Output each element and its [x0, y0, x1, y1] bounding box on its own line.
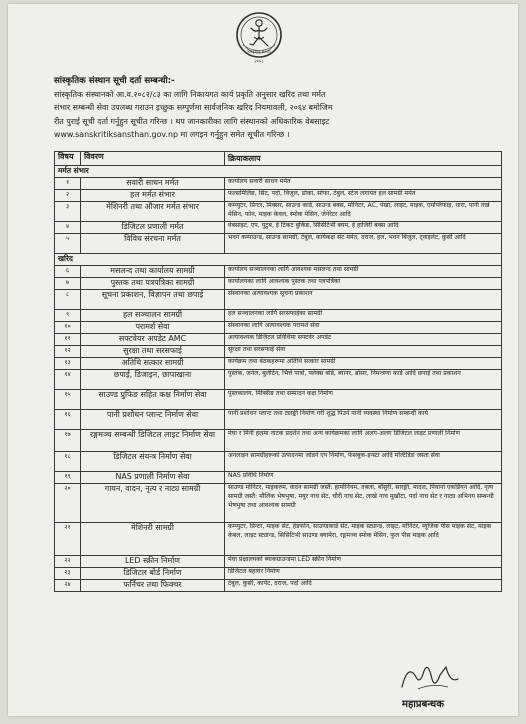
item-name: पानी प्रशोधन प्लान्ट निर्माण सेवा: [81, 410, 225, 430]
signatory-title: महाप्रबन्धक: [402, 699, 444, 710]
item-activity: भवन कम्पाउन्ड, साउन्ड सामग्री, टेबुल, कार्यकक्ष सेट मर्मत, दराज, हल, भवन बिजुल, ट्वाइलेट, कुर्सी आदि: [225, 234, 502, 254]
item-activity: कम्प्युटर, प्रिन्टर, माइक सेट, हेडफोन, साउण्डकार्ड सेट, माइक स्ट्यान्ड, लाइट, मोनिटर, म्यूजिक पीस माइक सेट, माइक केबल, लाइट स्ट्यान्ड, सिसिटिभी साउण्ड क्यामेरा, रङ्गमञ्च स्मोक मेसिन, फुल पीस माइक आदि: [225, 523, 502, 556]
row-number: ८: [55, 290, 81, 310]
item-name: हल मर्मत संभार: [81, 190, 225, 202]
table-row: [55, 358, 502, 370]
row-number: २०: [55, 484, 81, 523]
item-activity: डिजिटल बहाघर निर्माण: [225, 568, 502, 580]
item-activity: सुरक्षा तथा सरसफाई सेवा: [225, 346, 502, 358]
item-name: साउण्ड प्रुफिङ सहित कक्ष निर्माण सेवा: [81, 390, 225, 410]
notice-subject: सांस्कृतिक संस्थान सूची दर्ता सम्बन्धी:-: [54, 76, 175, 86]
table-row: [55, 202, 502, 222]
row-number: ७: [55, 278, 81, 290]
item-activity: पानी प्रशोधन प्लान्ट तथा ट्याङ्की निर्माण गरी शुद्ध पिउने पानी व्यवस्था निर्माण सम्बन्धी कार्य: [225, 410, 502, 430]
item-name: पुस्तक तथा पत्रपत्रिका सामग्री: [81, 278, 225, 290]
procurement-table: [54, 151, 502, 592]
item-activity: हल सञ्चालनका लागि सरसफाईका सामग्री: [225, 310, 502, 322]
table-row: [55, 452, 502, 472]
item-name: फर्निचर तथा फिक्चर: [81, 580, 225, 592]
seal-emblem-icon: [234, 10, 284, 64]
table-row: [55, 523, 502, 556]
item-name: मेशिनरी सामग्री: [81, 523, 225, 556]
item-name: सूचना प्रकाशन, विज्ञापन तथा छपाई: [81, 290, 225, 310]
item-activity: पुस्तक, जर्नल, बुलेटिन, भित्ते पात्रो, फ्लेक्स बोर्ड, ब्यानर, ब्रोसर, निमन्त्रणा कार्ड आदि छपाई तथा प्रकाशन: [225, 370, 502, 390]
row-number: २: [55, 190, 81, 202]
item-name: छपाई, डिजाइन, छापाखाना: [81, 370, 225, 390]
header-subject: विषय: [55, 152, 81, 166]
item-activity: कम्प्युटर, प्रिन्टर, मिक्सर, साउन्ड कार्ड, साउन्ड बक्स, मोनिटर, AC, पंखा, लाइट, माइक, एमप्लिफाइ, धारा, पानी तान्ने मेसिन, फोन, माइक केवल, स्मोक मेसिन, जेनेरेटर आदि: [225, 202, 502, 222]
item-activity: कार्यालय सवारी साधन मर्मत: [225, 178, 502, 190]
table-row: [55, 234, 502, 254]
table-row: [55, 190, 502, 202]
notice-letter: [54, 75, 498, 142]
item-name: LED स्क्रीन निर्माण: [81, 556, 225, 568]
item-name: मसलन्द तथा कार्यालय सामग्री: [81, 266, 225, 278]
signature-scribble-icon: [388, 657, 468, 697]
item-name: परामर्श सेवा: [81, 322, 225, 334]
table-row: [55, 334, 502, 346]
item-activity: पुस्तकालय, मिक्सिङ तथा सम्मादन कक्ष निर्माण: [225, 390, 502, 410]
table-header-row: [55, 152, 502, 166]
table-row: [55, 278, 502, 290]
header-description: विवरण: [81, 152, 225, 166]
item-name: सवारी साधन मर्मत: [81, 178, 225, 190]
table-row: [55, 178, 502, 190]
item-activity: फल्समिलिङ, सिट, पर्दा, विजुल, ढोका, सोफा, टेबुल, स्टेज लगायत हल सामग्री मर्मत: [225, 190, 502, 202]
table-row: [55, 370, 502, 390]
item-activity: मेघा र मिनी हलमा नाटक प्रदर्शन तथा अन्य कार्यक्रमका लागि अलग-अलग डिजिटल लाइट प्रणाली निर्माण: [225, 430, 502, 452]
section-title: खरिद: [55, 254, 502, 266]
item-name: गायन, वादन, नृत्य र नाट्य सामग्री: [81, 484, 225, 523]
row-number: १३: [55, 358, 81, 370]
item-name: डिजिटल प्रणाली मर्मत: [81, 222, 225, 234]
item-activity: अत्यावश्यक डिजिटल प्रविधिमा सफ्टवेर अपडेट: [225, 334, 502, 346]
item-name: मेशिनरी तथा औजार मर्मत संभार: [81, 202, 225, 222]
row-number: ५: [55, 234, 81, 254]
row-number: १४: [55, 370, 81, 390]
row-number: १७: [55, 430, 81, 452]
svg-text:२०५८: २०५८: [254, 59, 264, 64]
table-row: [55, 580, 502, 592]
row-number: १९: [55, 472, 81, 484]
table-row: [55, 390, 502, 410]
table-row: [55, 346, 502, 358]
row-number: २२: [55, 556, 81, 568]
item-activity: अनलाइन सामग्रीहरूको उत्पादनमा जोडने एप निर्माण, फेसबुक-इन्स्टा आदि मल्टिडिङ जस्ता सेवा: [225, 452, 502, 472]
row-number: १८: [55, 452, 81, 472]
item-activity: टेबुल, कुर्सी, कार्पेट, दराज, पर्दा आदि: [225, 580, 502, 592]
item-activity: मेघा प्रेक्षालयको ब्याकग्राउन्डमा LED स्क्रीन निर्माण: [225, 556, 502, 568]
notice-line: रीत पुराई सूची दर्ता गर्नुहुन सूचीत गरिन्छ । थप जानकारीका लागि संस्थानको अधिकारिक वेबसाइट: [54, 116, 330, 126]
item-name: सफ्टवेयर अपडेट AMC: [81, 334, 225, 346]
row-number: २१: [55, 523, 81, 556]
institution-seal: [234, 10, 284, 64]
row-number: १०: [55, 322, 81, 334]
item-activity: कार्यालय सञ्चालनका लागि आवश्यक मसलन्द तथा सामग्री: [225, 266, 502, 278]
table-row: [55, 472, 502, 484]
table-row: [55, 266, 502, 278]
row-number: ११: [55, 334, 81, 346]
item-name: रङ्गमञ्च सम्बन्धी डिजिटल लाइट निर्माण सेवा: [81, 430, 225, 452]
item-activity: साउण्ड मोनिटर, माइकरुम, वादन सामग्री जस्तै: हार्मोनियम, तबला, बाँसुरी, सारङ्गी, मादल, पियानो एकर्डियन आदि, नृत्य सामग्री जस्तै: मौलिक भेषभुषा, मयुर नाच सेट, चौरी नाच सेट, लाखे नाच मुखौटा, पर्दा नाच सेट र नाट्य अभिनय सम्बन्धी भेषभुषा तथा आवश्यक सामग्री: [225, 484, 502, 523]
header-activity: क्रियाकलाप: [225, 152, 502, 166]
row-number: ४: [55, 222, 81, 234]
row-number: २४: [55, 580, 81, 592]
item-name: NAS प्रणाली निर्माण सेवा: [81, 472, 225, 484]
row-number: ६: [55, 266, 81, 278]
svg-text:सांस्कृतिक संस्थान: सांस्कृतिक संस्थान: [247, 50, 271, 54]
row-number: १: [55, 178, 81, 190]
item-activity: कार्यालयका लागि आवश्यक पुस्तक तथा पत्रपत्रिका: [225, 278, 502, 290]
notice-line: www.sanskritiksansthan.gov.np मा लगइन गर्नुहुन समेत सूचीत गरिन्छ ।: [54, 130, 290, 140]
item-activity: संस्थानका अत्यावश्यक सूचना प्रकाशन: [225, 290, 502, 310]
item-activity: कार्यक्रम तथा बेठकहरूमा अतिथि सत्कार सामग्री: [225, 358, 502, 370]
item-name: डिजिटल बोर्ड निर्माण: [81, 568, 225, 580]
table-row: [55, 568, 502, 580]
table-row: [55, 410, 502, 430]
row-number: ९: [55, 310, 81, 322]
item-name: विविध संरचना मर्मत: [81, 234, 225, 254]
section-row: [55, 166, 502, 178]
item-activity: वेबसाइट, एप, युटुब, ई टिकट बुकिङ, सिसिटिभी क्यम, ई हाजिरी बक्स आदि: [225, 222, 502, 234]
notice-line: सांस्कृतिक संस्थानको आ.व.२०८२/८३ का लागि निकायगत कार्य प्रकृति अनुसार खरिद तथा मर्मत: [54, 90, 326, 99]
table-row: [55, 222, 502, 234]
item-name: हल सञ्चालन सामग्री: [81, 310, 225, 322]
notice-line: संभार सम्बन्धी सेवा उपलब्ध गराउन इच्छुक सम्पुर्णमा सार्वजनिक खरिद नियमावली, २०६४ बमोजिम: [54, 103, 333, 113]
row-number: १६: [55, 410, 81, 430]
table-row: [55, 290, 502, 310]
table-row: [55, 430, 502, 452]
table-row: [55, 484, 502, 523]
item-activity: संस्थानका लागि अत्यावश्यक परामर्श सेवा: [225, 322, 502, 334]
table-row: [55, 310, 502, 322]
row-number: ३: [55, 202, 81, 222]
row-number: १२: [55, 346, 81, 358]
signature: [388, 657, 468, 697]
item-name: अतिथि सत्कार सामग्री: [81, 358, 225, 370]
item-name: सुरक्षा तथा सरसफाई: [81, 346, 225, 358]
row-number: २३: [55, 568, 81, 580]
table-row: [55, 556, 502, 568]
item-activity: NAS प्रविधि निर्माण: [225, 472, 502, 484]
item-name: डिजिटल संयन्त्र निर्माण सेवा: [81, 452, 225, 472]
notice-page: [8, 4, 518, 716]
row-number: १५: [55, 390, 81, 410]
section-row: [55, 254, 502, 266]
table-row: [55, 322, 502, 334]
section-title: मर्मत संभार: [55, 166, 502, 178]
